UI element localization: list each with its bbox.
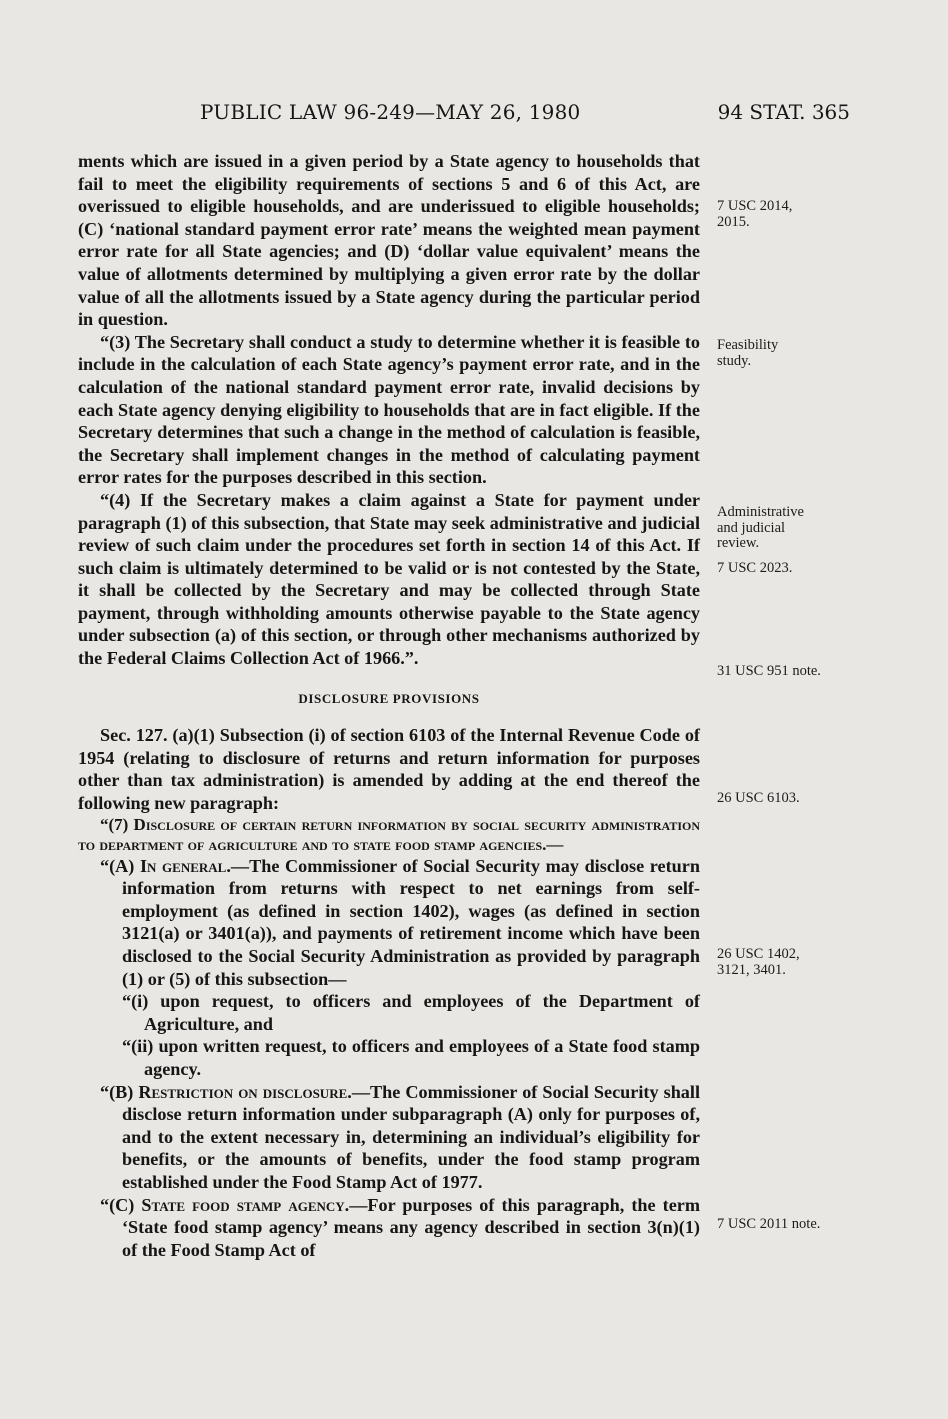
section-heading: DISCLOSURE PROVISIONS [298, 690, 480, 706]
margin-note-7-usc-2011: 7 USC 2011 note. [717, 1216, 821, 1232]
margin-note-31-usc-951: 31 USC 951 note. [717, 663, 821, 679]
page-header [150, 100, 850, 134]
paragraph-7-caption: “(7) Disclosure of certain return information by social security administration to department of agriculture and to state food stamp agencies.— [78, 814, 700, 854]
subparagraph-b-heading: “(B) Restriction on disclosure. [100, 1081, 352, 1102]
clause-i: “(i) upon request, to officers and employees of the Department of Agriculture, and [122, 991, 700, 1034]
subparagraph-b [78, 1081, 700, 1194]
statute-citation: 94 STAT. 365 [717, 100, 850, 124]
subparagraph-c-text: —For purposes of this paragraph, the term ‘State food stamp agency’ means any agency described in section 3(n)(1) of the Food Stamp Act of [122, 1194, 700, 1260]
margin-note-7-usc-2023: 7 USC 2023. [717, 560, 793, 576]
subparagraph-a [78, 855, 700, 991]
subparagraph-a-text: —The Commissioner of Social Security may disclose return information from returns with respect to net earnings from self-employment (as defined in section 1402), wages (as defined in section 3121(a) or 3401(a)), and payments of retirement income which have been disclosed to the Social Security Administration as provided by paragraph (1) or (5) of this subsection— [122, 855, 700, 989]
margin-note-7-usc-2014: 7 USC 2014, 2015. [717, 198, 793, 230]
paragraph-continuation: ments which are issued in a given period by a State agency to households that fail to meet the eligibility requirements of sections 5 and 6 of this Act, are overissued to eligible households, and are underissued to eligible households; (C) ‘national standard payment error rate’ means the weighted mean payment error rate for all State agencies; and (D) ‘dollar value equivalent’ means the value of allotments determined by multiplying a given error rate by the dollar value of all the allotments issued by a State agency during the particular period in question. [78, 151, 700, 330]
paragraph-3: “(3) The Secretary shall conduct a study to determine whether it is feasible to include in the calculation of each State agency’s payment error rate, and in the calculation of the national standard payment error rate, invalid decisions by each State agency denying eligibility to households that are in fact eligible. If the Secretary determines that such a change in the method of calculation is feasible, the Secretary shall implement changes in the method of calculating payment error rates for the purposes described in this section. [78, 331, 700, 488]
paragraph-4: “(4) If the Secretary makes a claim against a State for payment under paragraph (1) of this subsection, that State may seek administrative and judicial review of such claim under the procedures set forth in section 14 of this Act. If such claim is ultimately determined to be valid or is not contested by the State, it shall be collected by the Secretary and may be collected through State payment, through withholding amounts otherwise payable to the State agency under subsection (a) of this section, or through other mechanisms authorized by the Federal Claims Collection Act of 1966.”. [78, 489, 700, 669]
body-text [78, 150, 700, 1261]
margin-note-feasibility-study: Feasibility study. [717, 337, 779, 369]
section-127-text: Sec. 127. (a)(1) Subsection (i) of section 6103 of the Internal Revenue Code of 1954 (relating to disclosure of returns and return information for purposes other than tax administration) is amended by adding at the end thereof the following new paragraph: [78, 725, 700, 814]
margin-note-26-usc-1402: 26 USC 1402, 3121, 3401. [717, 946, 800, 978]
subparagraph-c [78, 1194, 700, 1262]
running-head: PUBLIC LAW 96-249—MAY 26, 1980 [200, 100, 581, 124]
margin-note-administrative-review: Administrative and judicial review. [717, 504, 804, 551]
subparagraph-c-heading: “(C) State food stamp agency. [100, 1194, 350, 1215]
clause-ii: “(ii) upon written request, to officers and employees of a State food stamp agency. [122, 1036, 700, 1079]
margin-note-26-usc-6103: 26 USC 6103. [717, 790, 800, 806]
subparagraph-b-text: —The Commissioner of Social Security shall disclose return information under subparagraph (A) only for purposes of, and to the extent necessary in, determining an individual’s eligibility for benefits, or the amounts of benefits, under the food stamp program established under the Food Stamp Act of 1977. [122, 1081, 701, 1192]
subparagraph-a-heading: “(A) In general. [100, 855, 231, 876]
